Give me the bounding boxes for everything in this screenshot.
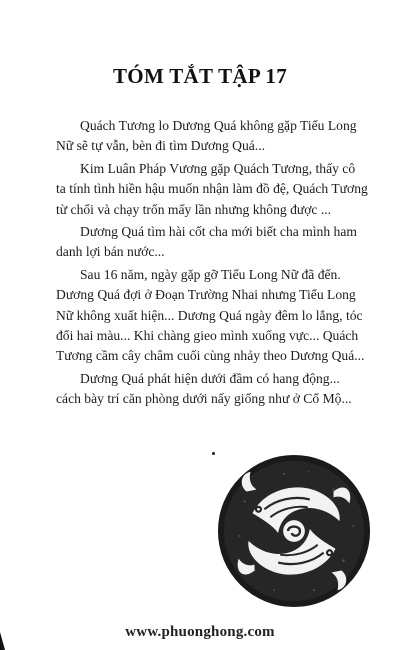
paragraph-3: Dương Quá tìm hài cốt cha mới biết cha mình ham danh lợi bán nước...: [56, 224, 357, 260]
footer-website: www.phuonghong.com: [125, 624, 275, 640]
paragraph-1: Quách Tương lo Dương Quá không gặp Tiểu Long Nữ sẽ tự vẫn, bèn đi tìm Dương Quá...: [56, 118, 357, 154]
summary-body: [56, 116, 368, 410]
phoenix-medallion-icon: [215, 452, 373, 610]
page-title: TÓM TẮT TẬP 17: [113, 64, 287, 88]
paragraph-2: Kim Luân Pháp Vương gặp Quách Tương, thấy cô ta tính tình hiền hậu muốn nhận làm đồ đệ, Quách Tương từ chối và chạy trốn mấy lần nhưng không được ...: [56, 160, 368, 217]
page-corner-mark: [0, 632, 5, 650]
paragraph-5: Dương Quá phát hiện dưới đầm có hang động... cách bày trí căn phòng dưới nấy giống như ở Cổ Mộ...: [56, 370, 352, 407]
paragraph-4: Sau 16 năm, ngày gặp gỡ Tiểu Long Nữ đã đến. Dương Quá đợi ở Đoạn Trường Nhai nhưng Tiểu Long Nữ không xuất hiện... Dương Quá ngày đêm lo lắng, tóc đổi hai màu... Khi chàng gieo mình xuống vực... Quách Tương cầm cây châm cuối cùng nhảy theo Dương Quá...: [56, 266, 365, 364]
